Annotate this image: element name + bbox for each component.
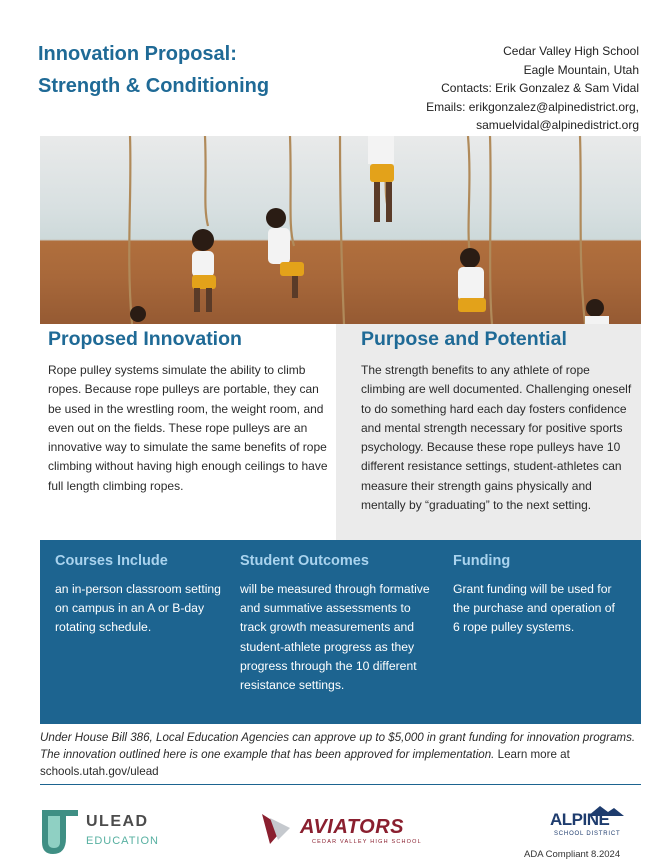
ada-compliance-note: ADA Compliant 8.2024 bbox=[524, 849, 621, 860]
purpose-potential-body: The strength benefits to any athlete of rope climbing are well documented. Challenging oneself to do something hard each day fosters confidence and mental strength necessary for positive sports psychology. Because these rope pulleys have 10 different resistance settings, student-athletes can measure their strength gains physically and mentally by “graduating” to the next setting. bbox=[361, 363, 632, 513]
footnote bbox=[40, 729, 641, 785]
alpine-district-logo bbox=[548, 806, 640, 840]
funding-column bbox=[453, 553, 623, 638]
outcomes-body: will be measured through formative and summative assessments to track growth measurements and student-athlete progress as they progress through the 10 different resistance settings. bbox=[240, 582, 430, 693]
contacts-line: Contacts: Erik Gonzalez & Sam Vidal bbox=[441, 81, 639, 95]
climber-4 bbox=[458, 248, 486, 312]
ulead-subtitle: EDUCATION bbox=[86, 835, 159, 847]
climber-2 bbox=[266, 208, 304, 298]
emails-line-1: Emails: erikgonzalez@alpinedistrict.org, bbox=[426, 99, 639, 114]
purpose-potential-section bbox=[336, 324, 641, 540]
title-line-1: Innovation Proposal: bbox=[38, 43, 237, 65]
rope-climbing-photo bbox=[40, 136, 641, 324]
purpose-potential-heading: Purpose and Potential bbox=[361, 328, 567, 350]
school-name: Cedar Valley High School bbox=[503, 44, 639, 58]
alpine-wordmark: ALPINE bbox=[550, 810, 610, 829]
ulead-mark-icon bbox=[40, 806, 80, 858]
rope-climbers-illustration bbox=[40, 136, 641, 324]
aviators-subtitle: CEDAR VALLEY HIGH SCHOOL bbox=[312, 839, 422, 845]
proposed-innovation-heading: Proposed Innovation bbox=[48, 328, 242, 350]
outcomes-column bbox=[240, 553, 440, 695]
emails-line-2: samuelvidal@alpinedistrict.org bbox=[476, 118, 639, 132]
proposed-innovation-body: Rope pulley systems simulate the ability to climb ropes. Because rope pulleys are portable, they can be used in the wrestling room, the weight room, and even out on the fields. These rope pulleys are an innovative way to simulate the same benefits of rope climbing without having high enough ceilings to have full length climbing ropes. bbox=[48, 363, 328, 493]
climber-3 bbox=[368, 136, 394, 222]
courses-heading: Courses Include bbox=[55, 553, 168, 569]
ulead-link[interactable]: Learn more at schools.utah.gov/ulead bbox=[40, 748, 570, 778]
ulead-wordmark: ULEAD bbox=[86, 813, 149, 830]
footnote-text: Under House Bill 386, Local Education Agencies can approve up to $5,000 in grant funding for innovation programs. The innovation outlined here is one example that has been approved for implementation. bbox=[40, 731, 636, 761]
climber-6 bbox=[130, 306, 146, 322]
aviators-wing-icon bbox=[260, 810, 304, 846]
funding-body: Grant funding will be used for the purchase and operation of 6 rope pulley systems. bbox=[453, 582, 615, 635]
funding-heading: Funding bbox=[453, 553, 511, 569]
climber-5 bbox=[585, 299, 609, 324]
courses-body: an in-person classroom setting on campus in an A or B-day rotating schedule. bbox=[55, 582, 221, 635]
proposed-innovation-section bbox=[40, 324, 336, 540]
ulead-logo bbox=[40, 806, 170, 858]
climber-1 bbox=[192, 229, 216, 312]
aviators-wordmark: AVIATORS bbox=[300, 816, 405, 838]
aviators-logo bbox=[260, 808, 426, 848]
contact-block bbox=[309, 42, 639, 135]
details-band bbox=[40, 540, 641, 724]
document-title bbox=[38, 38, 338, 102]
outcomes-heading: Student Outcomes bbox=[240, 553, 369, 569]
alpine-subtitle: SCHOOL DISTRICT bbox=[554, 831, 621, 837]
courses-column bbox=[55, 553, 225, 638]
title-line-2: Strength & Conditioning bbox=[38, 75, 270, 97]
school-location: Eagle Mountain, Utah bbox=[523, 62, 639, 77]
